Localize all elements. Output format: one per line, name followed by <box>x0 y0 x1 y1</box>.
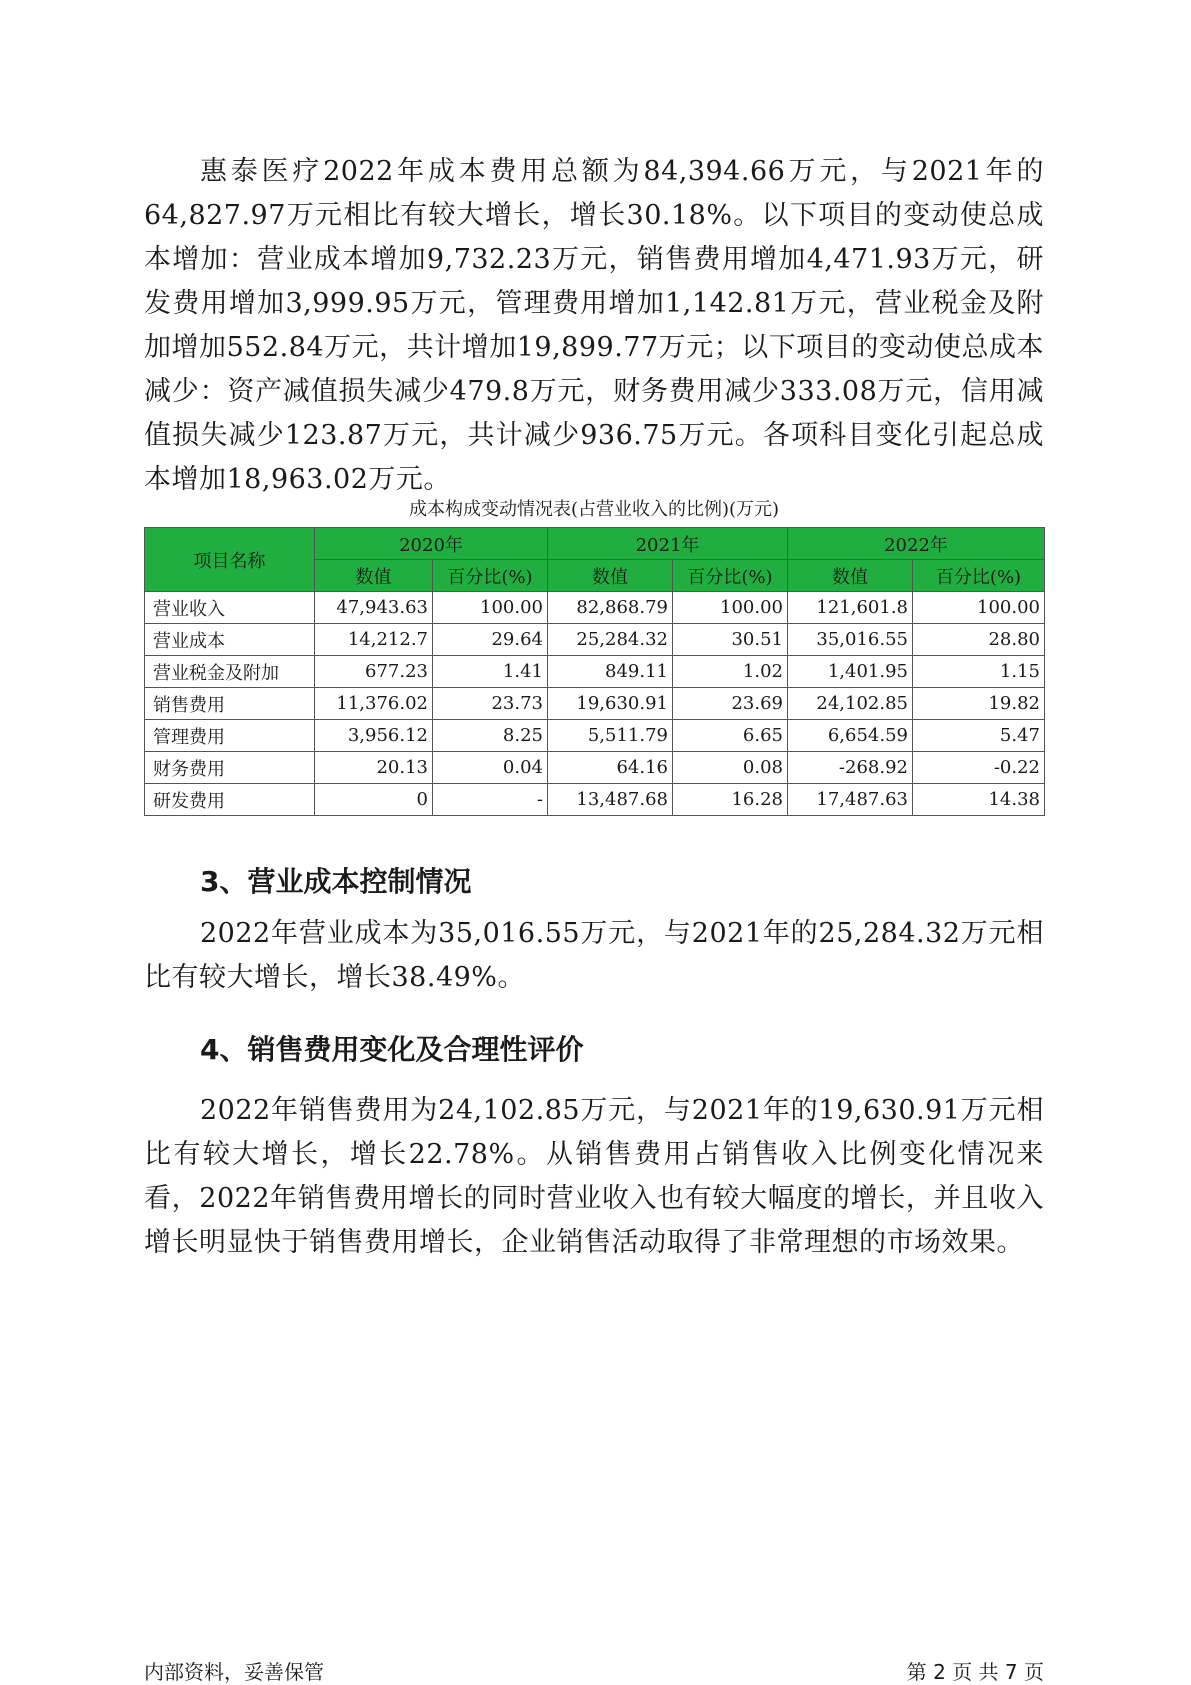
header-year-2021: 2021年 <box>548 528 788 560</box>
cell-percent: 0.04 <box>433 752 548 784</box>
cost-structure-table <box>144 527 1045 816</box>
cell-percent: 1.02 <box>673 656 788 688</box>
cell-value: 121,601.8 <box>788 592 913 624</box>
cell-percent: 100.00 <box>913 592 1045 624</box>
cell-percent: 5.47 <box>913 720 1045 752</box>
table-row <box>145 656 1045 688</box>
cell-value: 0 <box>315 784 433 816</box>
row-label: 销售费用 <box>145 688 315 720</box>
cell-percent: 29.64 <box>433 624 548 656</box>
cell-value: 13,487.68 <box>548 784 673 816</box>
paragraph-operating-cost: 2022年营业成本为35,016.55万元，与2021年的25,284.32万元相比有较大增长，增长38.49%。 <box>144 918 1044 993</box>
subheader-value: 数值 <box>315 560 433 592</box>
cell-value: 25,284.32 <box>548 624 673 656</box>
cell-percent: 8.25 <box>433 720 548 752</box>
cell-value: 64.16 <box>548 752 673 784</box>
cell-percent: 28.80 <box>913 624 1045 656</box>
footer-page-number: 第 2 页 共 7 页 <box>906 1660 1044 1684</box>
header-item-name: 项目名称 <box>145 528 315 592</box>
section-heading-sales-expense: 4、销售费用变化及合理性评价 <box>200 1033 584 1066</box>
cell-percent: -0.22 <box>913 752 1045 784</box>
cell-value: 849.11 <box>548 656 673 688</box>
cell-value: 82,868.79 <box>548 592 673 624</box>
table-row <box>145 688 1045 720</box>
footer-confidential-note: 内部资料，妥善保管 <box>144 1660 324 1684</box>
subheader-percent: 百分比(%) <box>433 560 548 592</box>
cell-value: -268.92 <box>788 752 913 784</box>
cell-percent: 23.69 <box>673 688 788 720</box>
row-label: 管理费用 <box>145 720 315 752</box>
cell-percent: 1.15 <box>913 656 1045 688</box>
cell-value: 11,376.02 <box>315 688 433 720</box>
cell-percent: 19.82 <box>913 688 1045 720</box>
row-label: 营业成本 <box>145 624 315 656</box>
table-row <box>145 592 1045 624</box>
header-year-2020: 2020年 <box>315 528 548 560</box>
paragraph-sales-expense: 2022年销售费用为24,102.85万元，与2021年的19,630.91万元相比有较大增长，增长22.78%。从销售费用占销售收入比例变化情况来看，2022年销售费用增长的同时营业收入也有较大幅度的增长，并且收入增长明显快于销售费用增长，企业销售活动取得了非常理想的市场效果。 <box>144 1095 1044 1258</box>
cell-percent: 100.00 <box>673 592 788 624</box>
subheader-percent: 百分比(%) <box>673 560 788 592</box>
cell-percent: 16.28 <box>673 784 788 816</box>
table-row <box>145 624 1045 656</box>
table-body <box>145 592 1045 816</box>
cell-percent: 1.41 <box>433 656 548 688</box>
cell-value: 3,956.12 <box>315 720 433 752</box>
cell-percent: 30.51 <box>673 624 788 656</box>
cell-percent: 6.65 <box>673 720 788 752</box>
table-caption: 成本构成变动情况表(占营业收入的比例)(万元) <box>408 499 780 520</box>
cell-percent: 0.08 <box>673 752 788 784</box>
cell-value: 20.13 <box>315 752 433 784</box>
cell-percent: 100.00 <box>433 592 548 624</box>
table-row <box>145 720 1045 752</box>
subheader-value: 数值 <box>788 560 913 592</box>
cell-value: 5,511.79 <box>548 720 673 752</box>
cell-value: 6,654.59 <box>788 720 913 752</box>
cell-value: 19,630.91 <box>548 688 673 720</box>
header-year-2022: 2022年 <box>788 528 1045 560</box>
cell-value: 17,487.63 <box>788 784 913 816</box>
paragraph-cost-summary: 惠泰医疗2022年成本费用总额为84,394.66万元，与2021年的64,827.97万元相比有较大增长，增长30.18%。以下项目的变动使总成本增加：营业成本增加9,732.23万元，销售费用增加4,471.93万元，研发费用增加3,999.95万元，管理费用增加1,142.81万元，营业税金及附加增加552.84万元，共计增加19,899.77万元；以下项目的变动使总成本减少：资产减值损失减少479.8万元，财务费用减少333.08万元，信用减值损失减少123.87万元，共计减少936.75万元。各项科目变化引起总成本增加18,963.02万元。 <box>144 156 1044 495</box>
cell-percent: 23.73 <box>433 688 548 720</box>
cell-value: 14,212.7 <box>315 624 433 656</box>
subheader-percent: 百分比(%) <box>913 560 1045 592</box>
row-label: 营业收入 <box>145 592 315 624</box>
subheader-value: 数值 <box>548 560 673 592</box>
cell-value: 677.23 <box>315 656 433 688</box>
row-label: 营业税金及附加 <box>145 656 315 688</box>
cell-value: 47,943.63 <box>315 592 433 624</box>
cell-percent: 14.38 <box>913 784 1045 816</box>
cell-value: 1,401.95 <box>788 656 913 688</box>
row-label: 财务费用 <box>145 752 315 784</box>
table-row <box>145 784 1045 816</box>
row-label: 研发费用 <box>145 784 315 816</box>
section-heading-operating-cost: 3、营业成本控制情况 <box>200 865 472 898</box>
cell-value: 35,016.55 <box>788 624 913 656</box>
cell-percent: - <box>433 784 548 816</box>
table-row <box>145 752 1045 784</box>
cell-value: 24,102.85 <box>788 688 913 720</box>
